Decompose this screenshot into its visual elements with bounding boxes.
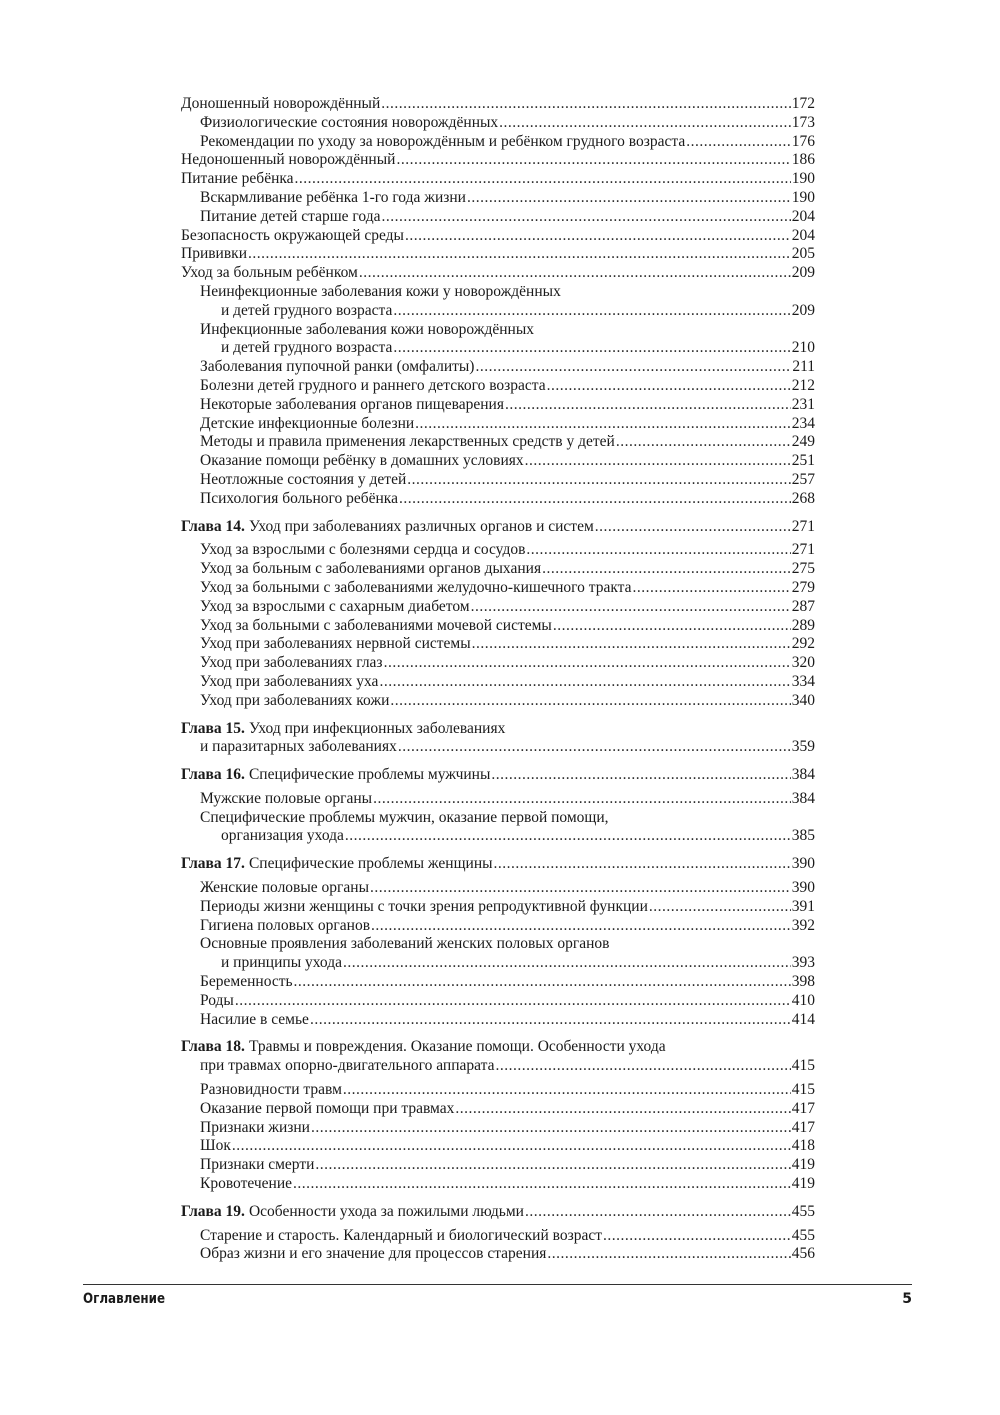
toc-entry[interactable]: Уход при заболеваниях уха ..... 334 (181, 673, 815, 692)
toc-entry[interactable]: Уход за взрослыми с болезнями сердца и сосудов ..... 271 (181, 541, 815, 560)
footer-divider (83, 1284, 912, 1285)
toc-entry[interactable]: Прививки ..... 205 (181, 245, 815, 264)
toc-entry[interactable]: Рекомендации по уходу за новорождённым и ребёнком грудного возраста ..... 176 (181, 133, 815, 152)
toc-entry[interactable]: Периоды жизни женщины с точки зрения репродуктивной функции ..... 391 (181, 898, 815, 917)
toc-entry[interactable]: Оказание первой помощи при травмах ..... 417 (181, 1100, 815, 1119)
toc-entry-line1[interactable]: Инфекционные заболевания кожи новорождённых (200, 320, 535, 338)
toc-entry[interactable]: Детские инфекционные болезни ..... 234 (181, 415, 815, 434)
toc-entry[interactable]: Заболевания пупочной ранки (омфалиты) ..... 211 (181, 358, 815, 377)
toc-entry[interactable]: и принципы ухода ..... 393 (181, 954, 815, 973)
toc-entry[interactable]: и детей грудного возраста ..... 210 (181, 339, 815, 358)
toc-entry[interactable]: Признаки жизни ..... 417 (181, 1119, 815, 1138)
toc-chapter-17[interactable]: Глава 17. Специфические проблемы женщины ..... 390 (181, 855, 815, 874)
toc-entry[interactable]: Образ жизни и его значение для процессов старения ..... 456 (181, 1245, 815, 1264)
toc-entry[interactable]: Питание ребёнка ..... 190 (181, 170, 815, 189)
toc-entry[interactable]: Питание детей старше года ..... 204 (181, 208, 815, 227)
toc-entry[interactable]: и паразитарных заболеваниях ..... 359 (181, 738, 815, 757)
toc-chapter-15[interactable]: Глава 15. Уход при инфекционных заболеваниях (181, 719, 506, 737)
toc-entry-line1[interactable]: Неинфекционные заболевания кожи у новорождённых (200, 282, 561, 300)
toc-entry[interactable]: Недоношенный новорождённый ..... 186 (181, 151, 815, 170)
toc-chapter-19[interactable]: Глава 19. Особенности ухода за пожилыми людьми ..... 455 (181, 1203, 815, 1222)
toc-entry[interactable]: Уход за больным с заболеваниями органов дыхания ..... 275 (181, 560, 815, 579)
toc-entry[interactable]: Уход за больным ребёнком ..... 209 (181, 264, 815, 283)
toc-entry[interactable]: Физиологические состояния новорождённых ..... 173 (181, 114, 815, 133)
toc-chapter-16[interactable]: Глава 16. Специфические проблемы мужчины ..... 384 (181, 766, 815, 785)
toc-entry[interactable]: Старение и старость. Календарный и биологический возраст ..... 455 (181, 1227, 815, 1246)
toc-entry[interactable]: Уход за больными с заболеваниями желудочно-кишечного тракта ..... 279 (181, 579, 815, 598)
toc-chapter-18[interactable]: Глава 18. Травмы и повреждения. Оказание помощи. Особенности ухода (181, 1038, 666, 1056)
footer-page-number: 5 (902, 1291, 912, 1307)
toc-entry[interactable]: Психология больного ребёнка ..... 268 (181, 490, 815, 509)
toc-entry[interactable]: Уход при заболеваниях нервной системы ..... 292 (181, 635, 815, 654)
toc-entry[interactable]: Шок ..... 418 (181, 1137, 815, 1156)
toc-entry[interactable]: Болезни детей грудного и раннего детского возраста ..... 212 (181, 377, 815, 396)
toc-entry[interactable]: Беременность ..... 398 (181, 973, 815, 992)
toc-entry[interactable]: Вскармливание ребёнка 1-го года жизни ..... 190 (181, 189, 815, 208)
toc-entry-line1[interactable]: Специфические проблемы мужчин, оказание первой помощи, (200, 808, 609, 826)
toc-entry[interactable]: Уход за больными с заболеваниями мочевой системы ..... 289 (181, 617, 815, 636)
toc-entry[interactable]: Уход при заболеваниях глаз ..... 320 (181, 654, 815, 673)
toc-chapter-14[interactable]: Глава 14. Уход при заболеваниях различных органов и систем ..... 271 (181, 518, 815, 537)
toc-entry[interactable]: Мужские половые органы ..... 384 (181, 790, 815, 809)
toc-entry[interactable]: Доношенный новорождённый ..... 172 (181, 95, 815, 114)
toc-entry[interactable]: Уход при заболеваниях кожи ..... 340 (181, 692, 815, 711)
toc-entry[interactable]: Кровотечение ..... 419 (181, 1175, 815, 1194)
toc-entry[interactable]: Насилие в семье ..... 414 (181, 1011, 815, 1030)
table-of-contents (181, 95, 815, 1264)
toc-entry[interactable]: Безопасность окружающей среды ..... 204 (181, 227, 815, 246)
toc-entry[interactable]: и детей грудного возраста ..... 209 (181, 302, 815, 321)
footer-section-title: Оглавление (83, 1291, 166, 1307)
toc-entry[interactable]: Оказание помощи ребёнку в домашних условиях ..... 251 (181, 452, 815, 471)
toc-entry[interactable]: Роды ..... 410 (181, 992, 815, 1011)
toc-entry[interactable]: Методы и правила применения лекарственных средств у детей ..... 249 (181, 433, 815, 452)
toc-entry[interactable]: Признаки смерти ..... 419 (181, 1156, 815, 1175)
toc-entry[interactable]: Некоторые заболевания органов пищеварения ..... 231 (181, 396, 815, 415)
toc-entry-line1[interactable]: Основные проявления заболеваний женских половых органов (200, 935, 610, 953)
toc-entry[interactable]: Гигиена половых органов ..... 392 (181, 917, 815, 936)
toc-entry[interactable]: при травмах опорно-двигательного аппарата ..... 415 (181, 1057, 815, 1076)
toc-entry[interactable]: организация ухода ..... 385 (181, 827, 815, 846)
toc-entry[interactable]: Неотложные состояния у детей ..... 257 (181, 471, 815, 490)
toc-entry[interactable]: Женские половые органы ..... 390 (181, 879, 815, 898)
toc-entry[interactable]: Уход за взрослыми с сахарным диабетом ..... 287 (181, 598, 815, 617)
toc-entry[interactable]: Разновидности травм ..... 415 (181, 1081, 815, 1100)
